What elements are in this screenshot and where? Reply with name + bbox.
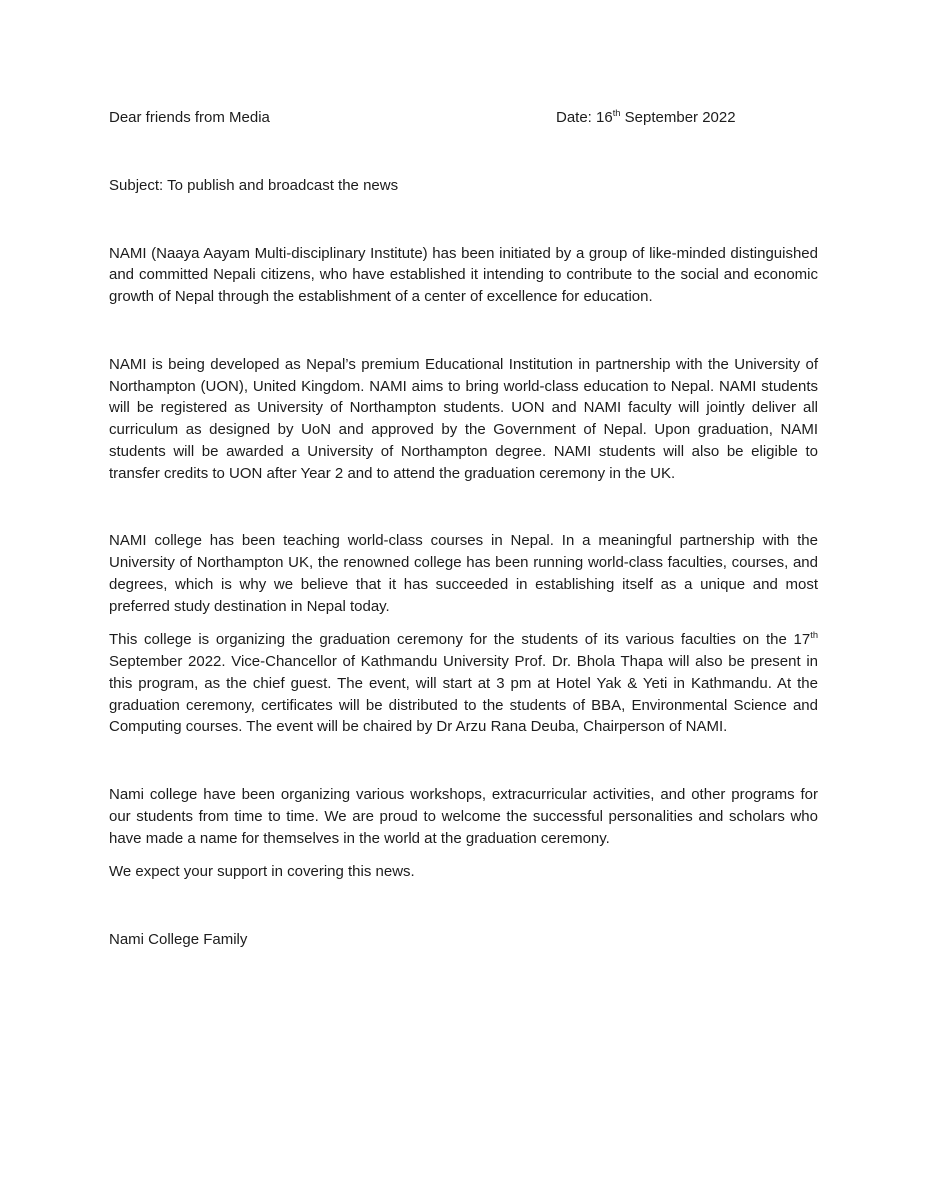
paragraph-support-request: We expect your support in covering this news. [109,863,415,881]
paragraph-graduation-before-sup: This college is organizing the graduation ceremony for the students of its various faculties on the 17 [109,631,811,649]
letter-date [556,107,736,129]
paragraph-courses: NAMI college has been teaching world-class courses in Nepal. In a meaningful partnership with the University of Northampton UK, the renowned college has been running world-class faculties, courses, and degrees, which is why we believe that it has succeeded in establishing itself as a unique and most preferred study destination in Nepal today. [109,532,818,615]
closing-signature: Nami College Family [109,931,248,948]
subject-line: Subject: To publish and broadcast the news [109,176,399,194]
date-prefix: Date: 16 [556,109,613,126]
date-ordinal-superscript: th [612,108,621,118]
date-suffix: September 2022 [620,109,736,126]
paragraph-graduation-ceremony [109,629,818,738]
paragraph-partnership: NAMI is being developed as Nepal’s premium Educational Institution in partnership with the University of Northampton (UON), United Kingdom. NAMI aims to bring world-class education to Nepal. NAMI students will be registered as University of Northampton students. UON and NAMI faculty will jointly deliver all curriculum as designed by UoN and approved by the Government of Nepal. Upon graduation, NAMI students will be awarded a University of Northampton degree. NAMI students will also be eligible to transfer credits to UON after Year 2 and to attend the graduation ceremony in the UK. [109,355,818,482]
graduation-date-ordinal-superscript: th [810,630,818,641]
paragraph-intro-nami: NAMI (Naaya Aayam Multi-disciplinary Institute) has been initiated by a group of like-minded distinguished and committed Nepali citizens, who have established it intending to contribute to the social and economic growth of Nepal through the establishment of a center of excellence for education. [109,244,818,305]
paragraph-workshops: Nami college have been organizing various workshops, extracurricular activities, and other programs for our students from time to time. We are proud to welcome the successful personalities and scholars who have made a name for themselves in the world at the graduation ceremony. [109,786,818,847]
salutation: Dear friends from Media [109,109,270,126]
paragraph-graduation-after-sup: September 2022. Vice-Chancellor of Kathmandu University Prof. Dr. Bhola Thapa will also be present in this program, as the chief guest. The event, will start at 3 pm at Hotel Yak & Yeti in Kathmandu. At the graduation ceremony, certificates will be distributed to the students of BBA, Environmental Science and Computing courses. The event will be chaired by Dr Arzu Rana Deuba, Chairperson of NAMI. [109,653,818,736]
letter-header [109,107,818,129]
